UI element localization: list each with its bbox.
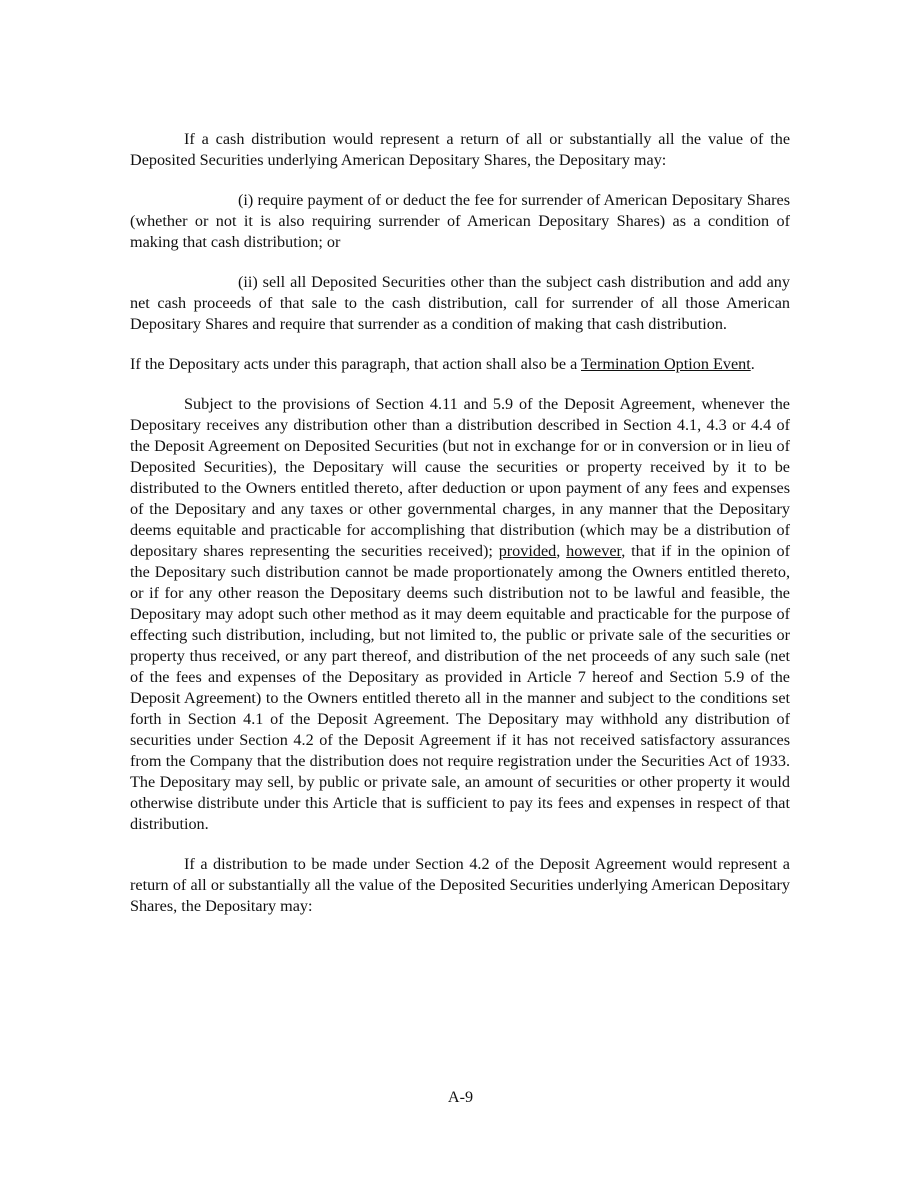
paragraph-option-i: (i) require payment of or deduct the fee for surrender of American Depositary Shares (whether or not it is also requiring surrender of American Depositary Shares) as a condition of making that cash distribution; or [130, 191, 790, 251]
paragraph-other-distributions [130, 394, 790, 835]
paragraph-termination-option [130, 354, 790, 375]
other-distributions-text-1: Subject to the provisions of Section 4.11 and 5.9 of the Deposit Agreement, whenever the Depositary receives any distribution other than a distribution described in Section 4.1, 4.3 or 4.4 of the Deposit Agreement on Deposited Securities (but not in exchange for or in conversion or in lieu of Deposited Securities), the Depositary will cause the securities or property received by it to be distributed to the Owners entitled thereto, after deduction or upon payment of any fees and expenses of the Depositary and any taxes or other governmental charges, in any manner that the Depositary deems equitable and practicable for accomplishing that distribution (which may be a distribution of depositary shares representing the securities received); [130, 395, 790, 560]
document-page [130, 129, 790, 936]
page-number: A-9 [447, 1088, 474, 1106]
paragraph-cash-distribution: If a cash distribution would represent a return of all or substantially all the value of the Deposited Securities underlying American Depositary Shares, the Depositary may: [130, 130, 790, 169]
termination-period: . [750, 355, 755, 373]
paragraph-section-4-2-distribution: If a distribution to be made under Section 4.2 of the Deposit Agreement would represent a return of all or substantially all the value of the Deposited Securities underlying American Depositary Shares, the Depositary may: [130, 855, 790, 915]
paragraph-option-ii: (ii) sell all Deposited Securities other than the subject cash distribution and add any net cash proceeds of that sale to the cash distribution, call for surrender of all those American Depositary Shares and require that surrender as a condition of making that cash distribution. [130, 273, 790, 333]
provided-term: provided [498, 542, 557, 560]
termination-option-event-term: Termination Option Event [581, 355, 751, 373]
other-distributions-text-2: , that if in the opinion of the Depositary such distribution cannot be made proportionately among the Owners entitled thereto, or if for any other reason the Depositary deems such distribution not to be lawful and feasible, the Depositary may adopt such other method as it may deem equitable and practicable for the purpose of effecting such distribution, including, but not limited to, the public or private sale of the securities or property thus received, or any part thereof, and distribution of the net proceeds of any such sale (net of the fees and expenses of the Depositary as provided in Article 7 hereof and Section 5.9 of the Deposit Agreement) to the Owners entitled thereto all in the manner and subject to the conditions set forth in Section 4.1 of the Deposit Agreement. The Depositary may withhold any distribution of securities under Section 4.2 of the Deposit Agreement if it has not received satisfactory assurances from the Company that the distribution does not require registration under the Securities Act of 1933. The Depositary may sell, by public or private sale, an amount of securities or other property it would otherwise distribute under this Article that is sufficient to pay its fees and expenses in respect of that distribution. [130, 542, 790, 833]
provided-comma: , [556, 542, 567, 560]
termination-text: If the Depositary acts under this paragraph, that action shall also be a [130, 355, 582, 373]
however-term: however [566, 542, 622, 560]
